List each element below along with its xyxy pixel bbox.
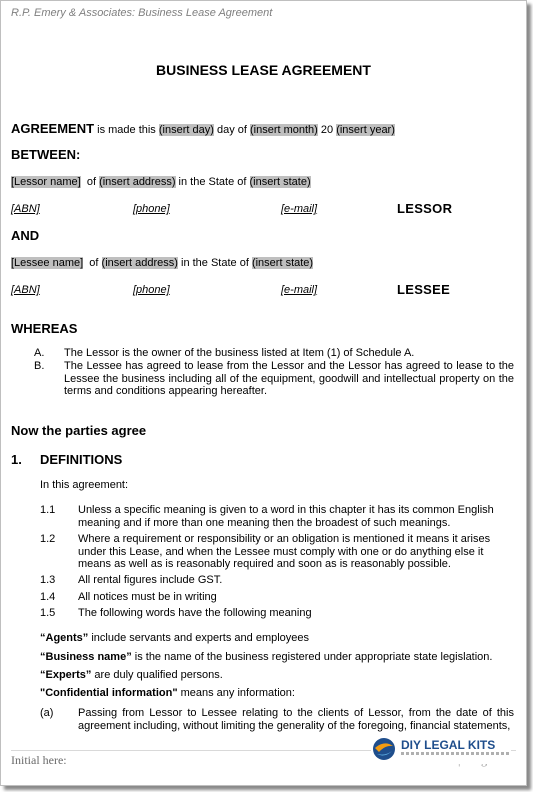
def-1-5-text: The following words have the following meaning bbox=[78, 607, 312, 619]
lessor-email-field[interactable]: [e-mail] bbox=[281, 203, 318, 215]
lessee-name-field[interactable]: [Lessee name] bbox=[11, 257, 84, 269]
lessee-email-field[interactable]: [e-mail] bbox=[281, 284, 318, 296]
running-header: R.P. Emery & Associates: Business Lease Agreement bbox=[11, 7, 273, 19]
lessor-abn-field[interactable]: [ABN] bbox=[11, 203, 40, 215]
lessor-phone-field[interactable]: [phone] bbox=[133, 203, 170, 215]
def-1-3-num: 1.3 bbox=[40, 574, 56, 586]
lessor-address-field[interactable]: (insert address) bbox=[99, 176, 176, 188]
whereas-a-num: A. bbox=[34, 347, 45, 359]
clause-a-text: Passing from Lessor to Lessee relating to the clients of Lessor, from the date of this agreement including, without limiting the generality of the foregoing, financial statements, bbox=[78, 707, 514, 732]
initial-here-label: Initial here: bbox=[11, 753, 67, 767]
lessee-phone-field[interactable]: [phone] bbox=[133, 284, 170, 296]
def-1-1-text: Unless a specific meaning is given to a word in this chapter it has its common English meaning and if more than one meaning then the broadest of such meanings. bbox=[78, 504, 494, 529]
lessor-line: [Lessor name] of (insert address) in the State of (insert state) bbox=[11, 176, 311, 188]
lessee-state-field[interactable]: (insert state) bbox=[251, 257, 314, 269]
and-heading: AND bbox=[11, 228, 40, 243]
whereas-heading: WHEREAS bbox=[11, 321, 78, 336]
diy-legal-kits-logo bbox=[371, 734, 511, 764]
def-1-1-num: 1.1 bbox=[40, 504, 56, 516]
logo-text: DIY LEGAL KITS bbox=[401, 738, 496, 752]
whereas-b-text: The Lessee has agreed to lease from the Lessor and the Lessor has agreed to lease to the Lessee the business including all of the equipment, goodwill and intellectual property on the terms and conditions appearing hereafter. bbox=[64, 360, 514, 397]
term-business-name: “Business name” is the name of the business registered under appropriate state legislation. bbox=[40, 651, 493, 663]
whereas-a-text: The Lessor is the owner of the business listed at Item (1) of Schedule A. bbox=[64, 347, 415, 359]
between-heading: BETWEEN: bbox=[11, 147, 81, 162]
lessor-name-field[interactable]: [Lessor name] bbox=[11, 176, 81, 188]
definitions-heading: DEFINITIONS bbox=[40, 452, 123, 467]
lessee-line: [Lessee name] of (insert address) in the State of (insert state) bbox=[11, 257, 314, 269]
agreement-line: AGREEMENT is made this (insert day) day of (insert month) 20 (insert year) bbox=[11, 121, 395, 136]
logo-tagline-decoration bbox=[401, 752, 509, 755]
agreement-label: AGREEMENT bbox=[11, 121, 95, 136]
def-1-3-text: All rental figures include GST. bbox=[78, 574, 223, 586]
def-1-2-text: Where a requirement or responsibility or an obligation is mentioned it means it arises under this Lease, and when the Lessee must comply with one or do anything else it means as well as is reasonably required and soon as is reasonably possible. bbox=[78, 533, 491, 570]
document-title: BUSINESS LEASE AGREEMENT bbox=[156, 62, 371, 78]
def-1-2-num: 1.2 bbox=[40, 533, 56, 545]
term-confidential-information: "Confidential information" means any information: bbox=[40, 687, 295, 699]
def-1-4-num: 1.4 bbox=[40, 591, 56, 603]
term-agents: “Agents” include servants and experts and employees bbox=[40, 632, 310, 644]
whereas-b-num: B. bbox=[34, 360, 45, 372]
definitions-number: 1. bbox=[11, 452, 22, 467]
lessee-address-field[interactable]: (insert address) bbox=[101, 257, 178, 269]
def-1-4-text: All notices must be in writing bbox=[78, 591, 217, 603]
lessee-abn-field[interactable]: [ABN] bbox=[11, 284, 40, 296]
term-experts: “Experts” are duly qualified persons. bbox=[40, 669, 223, 681]
lessor-role-label: LESSOR bbox=[397, 201, 453, 216]
def-1-5-num: 1.5 bbox=[40, 607, 56, 619]
lessor-state-field[interactable]: (insert state) bbox=[249, 176, 311, 188]
insert-year-field[interactable]: (insert year) bbox=[336, 124, 395, 136]
lessee-role-label: LESSEE bbox=[397, 282, 451, 297]
clause-a-num: (a) bbox=[40, 707, 54, 719]
definitions-intro: In this agreement: bbox=[40, 479, 129, 491]
insert-month-field[interactable]: (insert month) bbox=[249, 124, 318, 136]
globe-icon bbox=[371, 736, 397, 762]
parties-agree-heading: Now the parties agree bbox=[11, 423, 147, 438]
insert-day-field[interactable]: (insert day) bbox=[158, 124, 214, 136]
